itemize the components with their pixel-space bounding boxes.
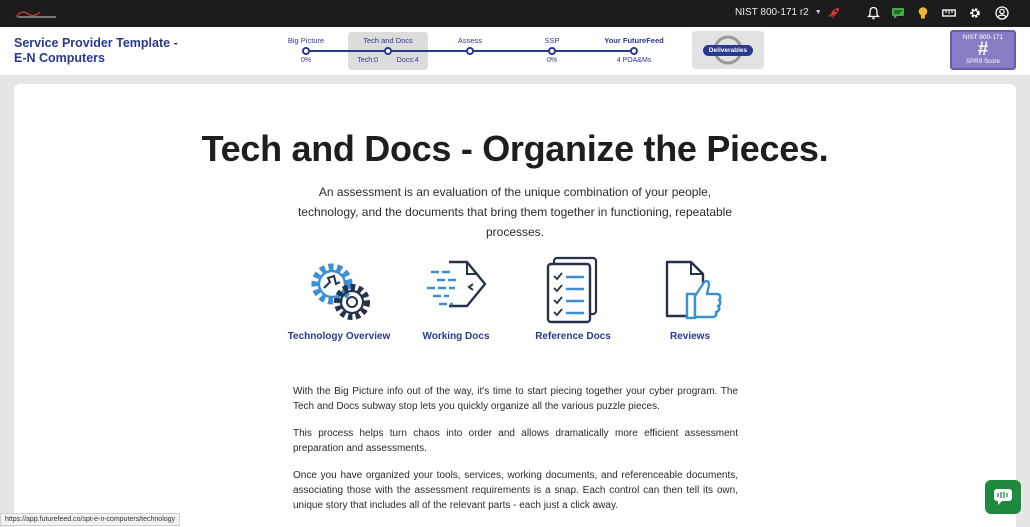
tech-count[interactable]: Tech:0 <box>357 57 379 64</box>
stop-progress: 0% <box>300 57 312 64</box>
tile-label: Working Docs <box>422 331 490 342</box>
stop-counts <box>348 57 428 64</box>
deliverables-button[interactable] <box>692 31 764 69</box>
tech-docs-tiles <box>276 254 746 344</box>
ruler-icon[interactable] <box>941 5 957 21</box>
tile-reviews[interactable] <box>635 254 745 344</box>
rocket-icon[interactable] <box>826 5 842 21</box>
subway-nav <box>288 27 678 75</box>
framework-selector[interactable] <box>735 7 822 18</box>
gear-icon[interactable] <box>967 5 983 21</box>
body-paragraph-2: This process helps turn chaos into order and allows dramatically more efficient assessment preparation and assessments. <box>293 428 738 454</box>
sprs-value: # <box>977 39 989 60</box>
page-header <box>0 27 1030 75</box>
top-bar <box>0 0 1030 27</box>
stop-dot <box>630 47 638 55</box>
stop-label: SSP <box>544 36 560 45</box>
stop-label: Your FutureFeed <box>604 36 664 45</box>
body-paragraph-1: With the Big Picture info out of the way, it's time to start piecing together your cyber program. The Tech and Docs subway stop lets you quickly organize all the various puzzle pieces. <box>293 386 738 412</box>
sprs-framework: NIST 800-171 <box>962 34 1004 41</box>
document-fold-icon <box>419 254 493 326</box>
sprs-score-badge[interactable] <box>950 30 1016 70</box>
stop-dot <box>302 47 310 55</box>
gears-icon <box>302 254 376 326</box>
sprs-label: SPRS Score <box>966 59 1000 65</box>
stop-dot <box>548 47 556 55</box>
deliverables-ring <box>707 35 749 65</box>
stop-label: Assess <box>457 36 483 45</box>
chat-icon[interactable] <box>890 5 906 21</box>
tile-working-docs[interactable] <box>401 254 511 344</box>
body-paragraph-3: Once you have organized your tools, services, working documents, and referenceable documents, associating those with the assessment requirements is a snap. Each control can then tell its own, unique story that includes all of the relevant parts - each just a click away. <box>293 470 738 511</box>
tile-label: Reference Docs <box>535 331 611 342</box>
framework-label: NIST 800-171 r2 <box>735 7 809 18</box>
tile-label: Reviews <box>669 331 711 342</box>
subway-stop-ssp[interactable] <box>534 27 570 75</box>
lightbulb-icon[interactable] <box>915 5 931 21</box>
tile-reference-docs[interactable] <box>518 254 628 344</box>
thumbs-up-icon <box>653 254 727 326</box>
deliverables-label: Deliverables <box>703 45 753 56</box>
stop-label: Big Picture <box>287 36 325 45</box>
stop-label: Tech and Docs <box>363 36 413 45</box>
chat-bubble-icon <box>993 488 1013 506</box>
support-chat-button[interactable] <box>985 480 1021 514</box>
page-title: Tech and Docs - Organize the Pieces. <box>201 128 829 169</box>
subway-stop-assess[interactable] <box>452 27 488 75</box>
intro-text: An assessment is an evaluation of the unique combination of your people, technology, and the documents that bring them together in functioning, repeatable processes. <box>297 185 733 239</box>
subway-stop-tech-and-docs[interactable] <box>348 27 428 75</box>
bell-icon[interactable] <box>865 5 881 21</box>
link-status-bar: https://app.futurefeed.co/spt-e-n-computers/technology <box>0 513 180 526</box>
tile-technology-overview[interactable] <box>284 254 394 344</box>
subway-stop-big-picture[interactable] <box>288 27 324 75</box>
tile-label: Technology Overview <box>287 331 391 342</box>
stop-progress: 0% <box>546 57 558 64</box>
stop-dot <box>384 47 392 55</box>
user-icon[interactable] <box>994 5 1010 21</box>
app-logo[interactable] <box>14 8 60 20</box>
stop-progress: 4 POA&Ms <box>616 57 652 64</box>
stop-dot <box>466 47 474 55</box>
chevron-down-icon: ▼ <box>814 9 822 16</box>
checklist-icon <box>536 254 610 326</box>
main-card <box>14 84 1016 527</box>
subway-stop-your-futurefeed[interactable] <box>604 27 664 75</box>
organization-title: Service Provider Template - E-N Computers <box>14 36 178 65</box>
docs-count[interactable]: Docs:4 <box>396 57 419 64</box>
